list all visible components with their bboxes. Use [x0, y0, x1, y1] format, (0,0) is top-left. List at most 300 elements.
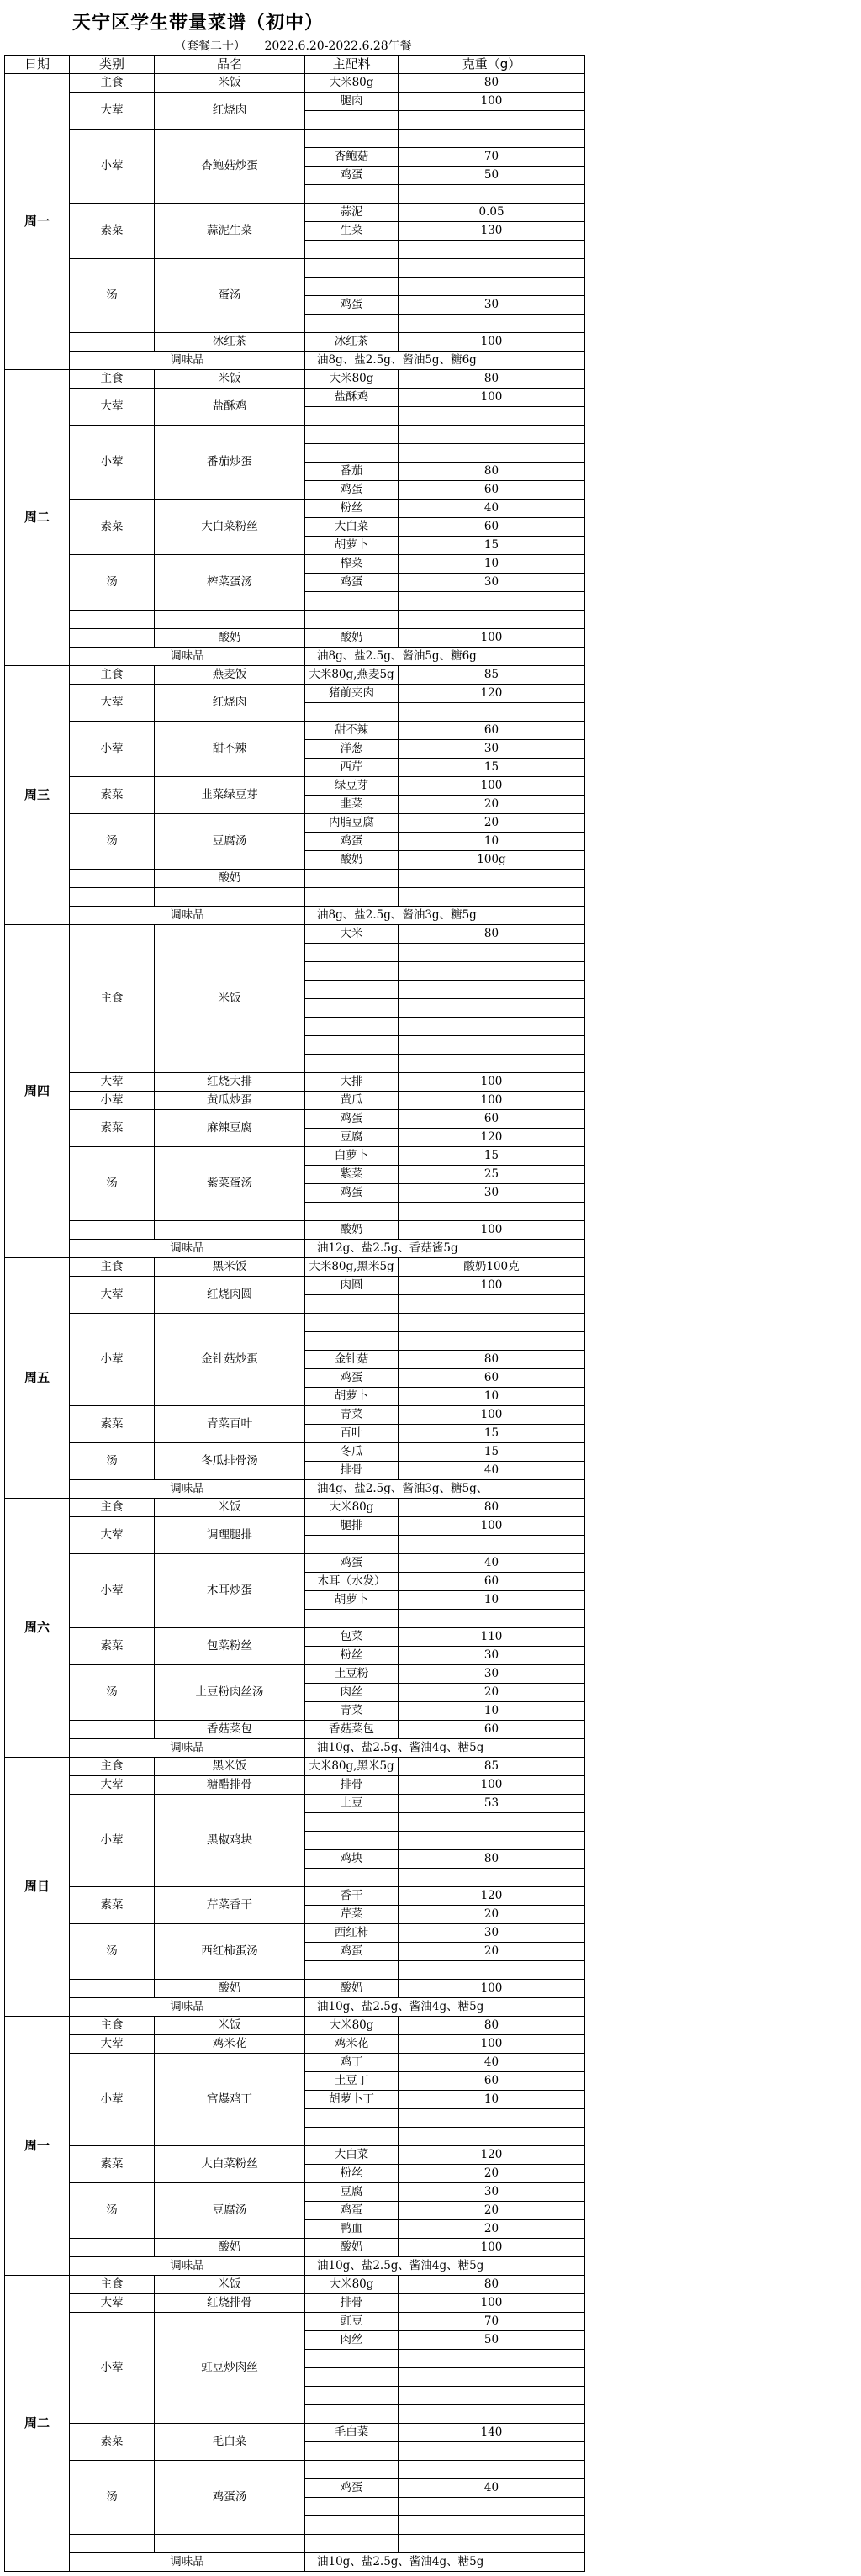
dish-cell: 鸡米花 [155, 2035, 305, 2054]
ingredient-cell: 香菇菜包 [305, 1721, 399, 1739]
table-row [5, 1147, 585, 1166]
header-weight: 克重（g） [399, 56, 585, 74]
ingredient-cell [305, 944, 399, 962]
weight-cell: 130 [399, 222, 585, 241]
weight-cell [399, 1869, 585, 1887]
seasoning-value: 油4g、盐2.5g、酱油3g、糖5g、 [305, 1480, 585, 1499]
ingredient-cell: 鸡蛋 [305, 833, 399, 851]
ingredient-cell [305, 278, 399, 296]
seasoning-value: 油12g、盐2.5g、香菇酱5g [305, 1240, 585, 1258]
weight-cell: 40 [399, 1554, 585, 1573]
category-cell: 大荤 [70, 2035, 155, 2054]
ingredient-cell [305, 611, 399, 629]
table-row [5, 426, 585, 444]
weight-cell: 15 [399, 537, 585, 555]
dish-cell: 燕麦饭 [155, 666, 305, 685]
ingredient-cell: 土豆丁 [305, 2072, 399, 2091]
weight-cell: 140 [399, 2424, 585, 2442]
weight-cell [399, 962, 585, 981]
weight-cell [399, 2368, 585, 2387]
ingredient-cell [305, 2128, 399, 2146]
dish-cell [155, 2535, 305, 2553]
category-cell: 主食 [70, 1758, 155, 1776]
weight-cell: 15 [399, 1425, 585, 1443]
category-cell: 素菜 [70, 1628, 155, 1665]
menu-table [4, 55, 585, 2572]
ingredient-cell: 韭菜 [305, 796, 399, 814]
category-cell: 汤 [70, 814, 155, 870]
category-cell [70, 611, 155, 629]
ingredient-cell [305, 1295, 399, 1314]
dish-cell: 糖醋排骨 [155, 1776, 305, 1795]
category-cell: 主食 [70, 74, 155, 93]
seasoning-row [5, 1240, 585, 1258]
dish-cell: 青菜百叶 [155, 1406, 305, 1443]
ingredient-cell: 鸡蛋 [305, 1943, 399, 1961]
category-cell: 主食 [70, 2276, 155, 2294]
dish-cell: 麻辣豆腐 [155, 1110, 305, 1147]
category-cell: 素菜 [70, 2424, 155, 2461]
ingredient-cell: 大米80g [305, 2017, 399, 2035]
table-row [5, 2146, 585, 2165]
weight-cell: 10 [399, 2091, 585, 2109]
dish-cell: 芹菜香干 [155, 1887, 305, 1924]
category-cell: 汤 [70, 555, 155, 611]
dish-cell: 红烧肉 [155, 93, 305, 130]
weight-cell [399, 2405, 585, 2424]
weight-cell: 50 [399, 2331, 585, 2350]
table-row [5, 500, 585, 518]
ingredient-cell: 鸭血 [305, 2220, 399, 2239]
ingredient-cell: 腿肉 [305, 93, 399, 111]
category-cell: 小荤 [70, 1314, 155, 1406]
ingredient-cell: 大米80g [305, 74, 399, 93]
ingredient-cell [305, 2442, 399, 2461]
day-cell: 周五 [5, 1258, 70, 1499]
dish-cell: 蛋汤 [155, 259, 305, 333]
day-cell: 周二 [5, 2276, 70, 2572]
ingredient-cell: 鸡蛋 [305, 481, 399, 500]
dish-cell: 米饭 [155, 74, 305, 93]
table-row [5, 2017, 585, 2035]
weight-cell: 100 [399, 1980, 585, 1998]
weight-cell [399, 1332, 585, 1351]
category-cell: 小荤 [70, 722, 155, 777]
ingredient-cell: 大米80g,黑米5g [305, 1258, 399, 1277]
seasoning-label: 调味品 [70, 352, 305, 370]
table-row [5, 2424, 585, 2442]
ingredient-cell [305, 407, 399, 426]
ingredient-cell [305, 1832, 399, 1850]
category-cell: 素菜 [70, 1406, 155, 1443]
category-cell: 主食 [70, 2017, 155, 2035]
ingredient-cell [305, 703, 399, 722]
ingredient-cell [305, 2461, 399, 2479]
weight-cell [399, 241, 585, 259]
dish-cell: 榨菜蛋汤 [155, 555, 305, 611]
ingredient-cell: 大米80g [305, 1499, 399, 1517]
ingredient-cell: 榨菜 [305, 555, 399, 574]
seasoning-label: 调味品 [70, 2257, 305, 2276]
weight-cell: 10 [399, 1702, 585, 1721]
table-row [5, 925, 585, 944]
weight-cell: 60 [399, 1369, 585, 1388]
ingredient-cell [305, 241, 399, 259]
dish-cell: 冬瓜排骨汤 [155, 1443, 305, 1480]
ingredient-cell: 青菜 [305, 1702, 399, 1721]
ingredient-cell [305, 1536, 399, 1554]
ingredient-cell: 鸡蛋 [305, 2202, 399, 2220]
category-cell: 主食 [70, 1499, 155, 1517]
ingredient-cell: 青菜 [305, 1406, 399, 1425]
dish-cell: 红烧大排 [155, 1073, 305, 1092]
seasoning-row [5, 907, 585, 925]
table-row [5, 1277, 585, 1295]
ingredient-cell: 酸奶 [305, 1221, 399, 1240]
category-cell [70, 2239, 155, 2257]
dish-cell: 豆腐汤 [155, 814, 305, 870]
ingredient-cell: 豇豆 [305, 2313, 399, 2331]
ingredient-cell: 内脂豆腐 [305, 814, 399, 833]
table-row [5, 1517, 585, 1536]
dish-cell: 甜不辣 [155, 722, 305, 777]
seasoning-row [5, 1480, 585, 1499]
table-row [5, 1665, 585, 1684]
weight-cell: 15 [399, 1443, 585, 1462]
ingredient-cell [305, 259, 399, 278]
weight-cell: 0.05 [399, 204, 585, 222]
table-row [5, 74, 585, 93]
seasoning-row [5, 1998, 585, 2017]
category-cell: 小荤 [70, 2054, 155, 2146]
category-cell: 素菜 [70, 777, 155, 814]
dish-cell: 米饭 [155, 2276, 305, 2294]
ingredient-cell: 粉丝 [305, 2165, 399, 2183]
ingredient-cell [305, 1036, 399, 1055]
ingredient-cell: 肉丝 [305, 1684, 399, 1702]
table-row [5, 204, 585, 222]
category-cell: 大荤 [70, 389, 155, 426]
weight-cell: 20 [399, 1684, 585, 1702]
weight-cell [399, 1832, 585, 1850]
ingredient-cell: 番茄 [305, 463, 399, 481]
weight-cell: 60 [399, 1721, 585, 1739]
weight-cell: 10 [399, 833, 585, 851]
weight-cell: 15 [399, 759, 585, 777]
seasoning-row [5, 2257, 585, 2276]
category-cell: 主食 [70, 666, 155, 685]
ingredient-cell [305, 981, 399, 999]
dish-cell: 黑米饭 [155, 1258, 305, 1277]
table-row [5, 685, 585, 703]
category-cell: 主食 [70, 925, 155, 1073]
weight-cell [399, 130, 585, 148]
weight-cell: 100 [399, 777, 585, 796]
dish-cell: 西红柿蛋汤 [155, 1924, 305, 1980]
weight-cell: 80 [399, 463, 585, 481]
ingredient-cell: 木耳（水发） [305, 1573, 399, 1591]
day-cell: 周六 [5, 1499, 70, 1758]
table-row [5, 2054, 585, 2072]
table-row [5, 2276, 585, 2294]
dish-cell: 黑椒鸡块 [155, 1795, 305, 1887]
ingredient-cell: 粉丝 [305, 500, 399, 518]
weight-cell [399, 111, 585, 130]
weight-cell: 80 [399, 1499, 585, 1517]
day-cell: 周一 [5, 74, 70, 370]
weight-cell: 20 [399, 2220, 585, 2239]
seasoning-value: 油8g、盐2.5g、酱油3g、糖5g [305, 907, 585, 925]
table-row [5, 870, 585, 888]
weight-cell: 100 [399, 93, 585, 111]
ingredient-cell: 大米80g [305, 370, 399, 389]
dish-cell: 宫爆鸡丁 [155, 2054, 305, 2146]
ingredient-cell [305, 1332, 399, 1351]
ingredient-cell: 鸡蛋 [305, 167, 399, 185]
weight-cell: 100 [399, 1776, 585, 1795]
category-cell: 主食 [70, 1258, 155, 1277]
dish-cell [155, 1221, 305, 1240]
dish-cell: 木耳炒蛋 [155, 1554, 305, 1628]
ingredient-cell [305, 426, 399, 444]
category-cell: 汤 [70, 2183, 155, 2239]
dish-cell: 蒜泥生菜 [155, 204, 305, 259]
seasoning-label: 调味品 [70, 2553, 305, 2572]
table-row [5, 555, 585, 574]
ingredient-cell [305, 2109, 399, 2128]
table-row [5, 130, 585, 148]
weight-cell: 30 [399, 1924, 585, 1943]
weight-cell: 100 [399, 2294, 585, 2313]
category-cell: 素菜 [70, 2146, 155, 2183]
weight-cell [399, 278, 585, 296]
ingredient-cell: 鸡蛋 [305, 1110, 399, 1129]
category-cell: 小荤 [70, 1795, 155, 1887]
category-cell: 汤 [70, 259, 155, 333]
dish-cell: 杏鲍菇炒蛋 [155, 130, 305, 204]
ingredient-cell: 排骨 [305, 1462, 399, 1480]
table-row [5, 333, 585, 352]
table-row [5, 1258, 585, 1277]
weight-cell [399, 407, 585, 426]
ingredient-cell: 金针菇 [305, 1351, 399, 1369]
ingredient-cell [305, 185, 399, 204]
dish-cell [155, 888, 305, 907]
ingredient-cell [305, 111, 399, 130]
table-row [5, 629, 585, 648]
weight-cell: 30 [399, 1647, 585, 1665]
weight-cell [399, 185, 585, 204]
ingredient-cell [305, 2516, 399, 2535]
ingredient-cell: 鸡米花 [305, 2035, 399, 2054]
dish-cell: 酸奶 [155, 870, 305, 888]
weight-cell [399, 1536, 585, 1554]
ingredient-cell [305, 962, 399, 981]
ingredient-cell: 鸡丁 [305, 2054, 399, 2072]
table-row [5, 2461, 585, 2479]
weight-cell: 80 [399, 1351, 585, 1369]
weight-cell [399, 870, 585, 888]
ingredient-cell [305, 444, 399, 463]
weight-cell: 80 [399, 2017, 585, 2035]
ingredient-cell [305, 2387, 399, 2405]
weight-cell: 40 [399, 1462, 585, 1480]
table-row [5, 93, 585, 111]
dish-cell: 米饭 [155, 1499, 305, 1517]
table-row [5, 777, 585, 796]
weight-cell [399, 1018, 585, 1036]
dish-cell: 红烧肉圆 [155, 1277, 305, 1314]
weight-cell: 20 [399, 796, 585, 814]
ingredient-cell: 包菜 [305, 1628, 399, 1647]
seasoning-value: 油8g、盐2.5g、酱油5g、糖6g [305, 648, 585, 666]
weight-cell: 100 [399, 1406, 585, 1425]
category-cell: 汤 [70, 2461, 155, 2535]
table-row [5, 888, 585, 907]
day-cell: 周一 [5, 2017, 70, 2276]
ingredient-cell: 鸡蛋 [305, 1554, 399, 1573]
weight-cell: 30 [399, 740, 585, 759]
ingredient-cell [305, 592, 399, 611]
header-category: 类别 [70, 56, 155, 74]
ingredient-cell: 土豆粉 [305, 1665, 399, 1684]
category-cell: 素菜 [70, 500, 155, 555]
seasoning-value: 油10g、盐2.5g、酱油4g、糖5g [305, 1998, 585, 2017]
table-row [5, 370, 585, 389]
seasoning-label: 调味品 [70, 907, 305, 925]
category-cell: 汤 [70, 1443, 155, 1480]
ingredient-cell: 芹菜 [305, 1906, 399, 1924]
weight-cell: 50 [399, 167, 585, 185]
ingredient-cell: 盐酥鸡 [305, 389, 399, 407]
table-row [5, 814, 585, 833]
table-row [5, 1406, 585, 1425]
table-row [5, 389, 585, 407]
table-row [5, 1092, 585, 1110]
weight-cell: 40 [399, 500, 585, 518]
category-cell: 大荤 [70, 1073, 155, 1092]
weight-cell: 20 [399, 814, 585, 833]
table-row [5, 2294, 585, 2313]
table-row [5, 1924, 585, 1943]
weight-cell [399, 2109, 585, 2128]
category-cell [70, 2535, 155, 2553]
ingredient-cell [305, 888, 399, 907]
category-cell [70, 1980, 155, 1998]
dish-cell: 黑米饭 [155, 1758, 305, 1776]
weight-cell [399, 1610, 585, 1628]
day-cell: 周二 [5, 370, 70, 666]
weight-cell: 120 [399, 1129, 585, 1147]
dish-cell: 毛白菜 [155, 2424, 305, 2461]
weight-cell: 60 [399, 2072, 585, 2091]
weight-cell [399, 2498, 585, 2516]
table-row [5, 1887, 585, 1906]
ingredient-cell: 酸奶 [305, 1980, 399, 1998]
table-row [5, 2313, 585, 2331]
category-cell: 汤 [70, 1147, 155, 1221]
category-cell [70, 333, 155, 352]
category-cell: 小荤 [70, 1092, 155, 1110]
dish-cell: 番茄炒蛋 [155, 426, 305, 500]
weight-cell: 30 [399, 1184, 585, 1203]
weight-cell: 53 [399, 1795, 585, 1813]
weight-cell: 80 [399, 1850, 585, 1869]
ingredient-cell: 猪前夹肉 [305, 685, 399, 703]
weight-cell [399, 703, 585, 722]
dish-cell: 豆腐汤 [155, 2183, 305, 2239]
table-row [5, 1073, 585, 1092]
weight-cell: 120 [399, 685, 585, 703]
ingredient-cell: 排骨 [305, 2294, 399, 2313]
ingredient-cell: 鸡块 [305, 1850, 399, 1869]
weight-cell: 10 [399, 555, 585, 574]
dish-cell: 酸奶 [155, 2239, 305, 2257]
day-cell: 周日 [5, 1758, 70, 2017]
weight-cell: 酸奶100克 [399, 1258, 585, 1277]
weight-cell: 100 [399, 629, 585, 648]
seasoning-label: 调味品 [70, 1739, 305, 1758]
weight-cell [399, 1813, 585, 1832]
dish-cell: 紫菜蛋汤 [155, 1147, 305, 1221]
ingredient-cell [305, 1314, 399, 1332]
weight-cell: 85 [399, 666, 585, 685]
dish-cell: 豇豆炒肉丝 [155, 2313, 305, 2424]
weight-cell: 40 [399, 2479, 585, 2498]
ingredient-cell [305, 999, 399, 1018]
ingredient-cell [305, 2350, 399, 2368]
category-cell: 素菜 [70, 204, 155, 259]
dish-cell: 大白菜粉丝 [155, 500, 305, 555]
category-cell [70, 888, 155, 907]
dish-cell: 盐酥鸡 [155, 389, 305, 426]
ingredient-cell: 鸡蛋 [305, 296, 399, 315]
table-row [5, 2035, 585, 2054]
ingredient-cell: 鸡蛋 [305, 1369, 399, 1388]
weight-cell [399, 981, 585, 999]
seasoning-label: 调味品 [70, 648, 305, 666]
seasoning-label: 调味品 [70, 1998, 305, 2017]
ingredient-cell: 绿豆芽 [305, 777, 399, 796]
weight-cell [399, 999, 585, 1018]
ingredient-cell: 豆腐 [305, 1129, 399, 1147]
weight-cell: 100 [399, 1092, 585, 1110]
ingredient-cell: 毛白菜 [305, 2424, 399, 2442]
weight-cell: 60 [399, 1573, 585, 1591]
seasoning-value: 油10g、盐2.5g、酱油4g、糖5g [305, 2553, 585, 2572]
weight-cell: 20 [399, 2165, 585, 2183]
page-title: 天宁区学生带量菜谱（初中） [72, 13, 325, 34]
ingredient-cell: 冬瓜 [305, 1443, 399, 1462]
ingredient-cell [305, 870, 399, 888]
date-range: 2022.6.20-2022.6.28午餐 [264, 40, 412, 53]
seasoning-label: 调味品 [70, 1480, 305, 1499]
weight-cell [399, 1295, 585, 1314]
weight-cell: 70 [399, 2313, 585, 2331]
category-cell: 小荤 [70, 426, 155, 500]
dish-cell: 金针菇炒蛋 [155, 1314, 305, 1406]
ingredient-cell: 鸡蛋 [305, 1184, 399, 1203]
weight-cell: 20 [399, 1906, 585, 1924]
ingredient-cell: 胡萝卜 [305, 1591, 399, 1610]
dish-cell: 香菇菜包 [155, 1721, 305, 1739]
weight-cell [399, 592, 585, 611]
weight-cell [399, 611, 585, 629]
weight-cell: 20 [399, 1943, 585, 1961]
table-row [5, 1554, 585, 1573]
ingredient-cell: 大米80g,燕麦5g [305, 666, 399, 685]
weight-cell: 100 [399, 333, 585, 352]
